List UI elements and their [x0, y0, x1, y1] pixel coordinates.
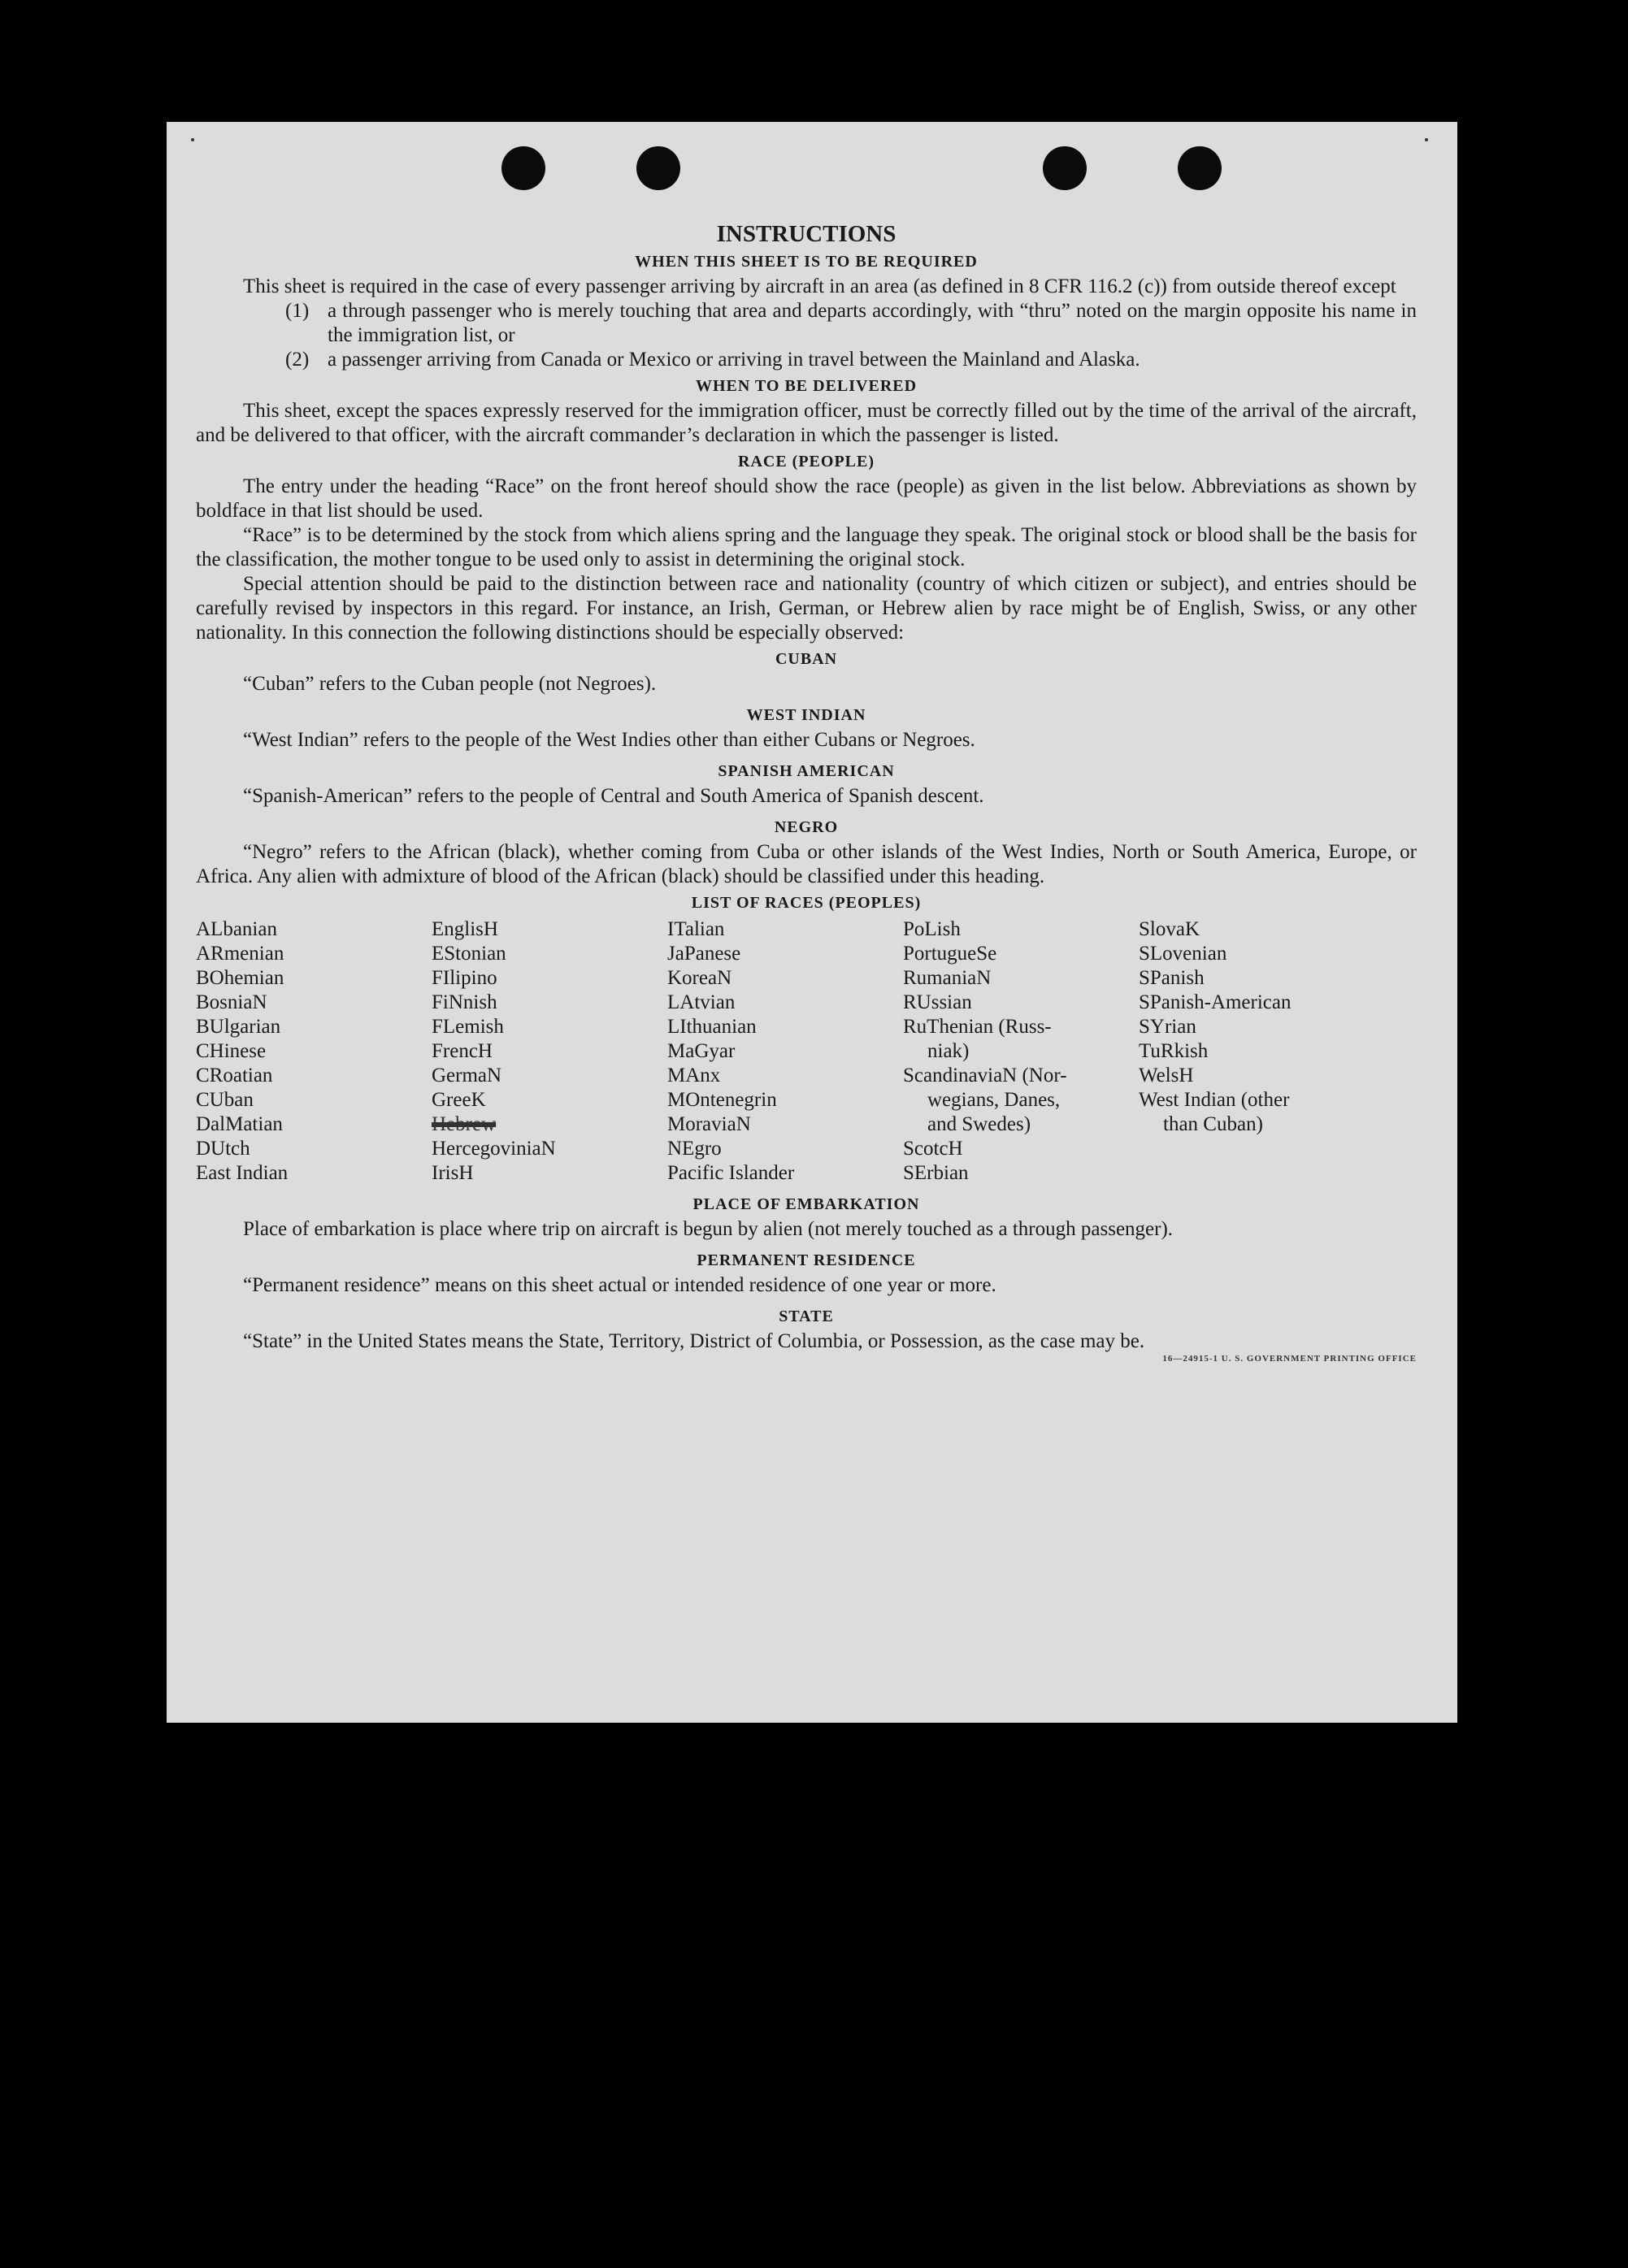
speck: [191, 138, 194, 141]
races-list: [196, 917, 1417, 1186]
race-entry: WelsH: [1139, 1065, 1194, 1086]
race-entry: CUban: [196, 1089, 254, 1111]
race-entry: East Indian: [196, 1162, 289, 1184]
embarkation-text: Place of embarkation is place where trip on aircraft is begun by alien (not merely touched as a through passenger).: [243, 1218, 1174, 1240]
race-entry: ALbanian: [196, 918, 277, 940]
race-entry: SPanish-American: [1139, 991, 1292, 1013]
speck: [1425, 138, 1428, 141]
race-entry-continued: wegians, Danes,: [927, 1089, 1061, 1111]
cuban-text: “Cuban” refers to the Cuban people (not Negroes).: [243, 673, 657, 695]
negro-text: “Negro” refers to the African (black), whether coming from Cuba or other islands of the West Indies, North or South America, Europe, or Africa. Any alien with admixture of blood of the African (black) should be classified under this heading.: [196, 841, 1417, 887]
race-entry: JaPanese: [667, 943, 741, 965]
race-entry: EnglisH: [432, 918, 498, 940]
races-column: [903, 917, 1139, 1186]
section-heading-residence: PERMANENT RESIDENCE: [697, 1251, 916, 1269]
race-paragraph-2: “Race” is to be determined by the stock from which aliens spring and the language they speak. The original stock or blood shall be the basis for the classification, the mother tongue to be used only to assist in determining the original stock.: [196, 524, 1417, 570]
race-entry: SYrian: [1139, 1016, 1196, 1038]
spanish-american-text: “Spanish-American” refers to the people of Central and South America of Spanish descent.: [243, 785, 984, 807]
race-entry: FiNnish: [432, 991, 497, 1013]
punch-hole: [1178, 146, 1222, 190]
race-entry: GreeK: [432, 1089, 486, 1111]
race-entry: West Indian (other: [1139, 1089, 1290, 1111]
race-entry: HercegoviniaN: [432, 1138, 556, 1160]
race-entry: Pacific Islander: [667, 1162, 795, 1184]
form-sheet: [167, 122, 1457, 1723]
state-text: “State” in the United States means the State, Territory, District of Columbia, or Possession, as the case may be.: [243, 1330, 1145, 1352]
race-entry: PoLish: [903, 918, 961, 940]
race-entry: BUlgarian: [196, 1016, 281, 1038]
race-entry: DalMatian: [196, 1113, 283, 1135]
race-entry: FIlipino: [432, 967, 497, 989]
race-entry: MoraviaN: [667, 1113, 751, 1135]
delivered-text: This sheet, except the spaces expressly reserved for the immigration officer, must be correctly filled out by the time of the arrival of the aircraft, and be delivered to that officer, with the aircraft commander’s declaration in which the passenger is listed.: [196, 400, 1417, 446]
race-entry: FLemish: [432, 1016, 504, 1038]
race-entry: PortugueSe: [903, 943, 997, 965]
race-entry: MaGyar: [667, 1040, 736, 1062]
section-heading-required: WHEN THIS SHEET IS TO BE REQUIRED: [635, 253, 978, 271]
race-entry: CRoatian: [196, 1065, 273, 1086]
exception-item-2: [196, 348, 1417, 372]
race-entry: RuThenian (Russ-: [903, 1016, 1052, 1038]
section-heading-delivered: WHEN TO BE DELIVERED: [695, 377, 918, 395]
race-entry: CHinese: [196, 1040, 267, 1062]
required-intro: This sheet is required in the case of every passenger arriving by aircraft in an area (as defined in 8 CFR 116.2 (c)) from outside thereof except: [243, 275, 1396, 297]
race-entry: ScotcH: [903, 1138, 963, 1160]
page-title: INSTRUCTIONS: [716, 221, 896, 247]
section-heading-west-indian: WEST INDIAN: [746, 706, 866, 724]
punch-hole: [501, 146, 545, 190]
races-column: [432, 917, 667, 1186]
race-entry: SPanish: [1139, 967, 1205, 989]
race-entry: LIthuanian: [667, 1016, 757, 1038]
section-heading-cuban: CUBAN: [775, 650, 838, 668]
race-entry: RumaniaN: [903, 967, 992, 989]
race-entry: SLovenian: [1139, 943, 1227, 965]
section-heading-list-of-races: LIST OF RACES (PEOPLES): [691, 894, 922, 912]
race-entry-struck: Hebrew: [432, 1113, 497, 1135]
item-text: a passenger arriving from Canada or Mexico or arriving in travel between the Mainland and Alaska.: [328, 349, 1140, 371]
punch-hole: [636, 146, 680, 190]
race-entry: LAtvian: [667, 991, 736, 1013]
race-entry: SlovaK: [1139, 918, 1200, 940]
races-column: [667, 917, 903, 1186]
race-entry: MAnx: [667, 1065, 721, 1086]
race-entry: KoreaN: [667, 967, 732, 989]
race-entry-continued: than Cuban): [1163, 1113, 1263, 1135]
race-entry: FrencH: [432, 1040, 493, 1062]
races-column: [196, 917, 432, 1186]
item-number: (2): [285, 349, 310, 371]
race-entry: ScandinaviaN (Nor-: [903, 1065, 1067, 1086]
section-heading-race: RACE (PEOPLE): [738, 453, 875, 471]
footer-line: [196, 1354, 1417, 1368]
race-entry: MOntenegrin: [667, 1089, 777, 1111]
race-paragraph-1: The entry under the heading “Race” on the front hereof should show the race (people) as given in the list below. Abbreviations as shown by boldface in that list should be used.: [196, 475, 1417, 522]
residence-text: “Permanent residence” means on this sheet actual or intended residence of one year or more.: [243, 1274, 996, 1296]
race-entry: TuRkish: [1139, 1040, 1209, 1062]
race-entry: ITalian: [667, 918, 725, 940]
race-entry: NEgro: [667, 1138, 722, 1160]
section-heading-negro: NEGRO: [774, 818, 839, 836]
punch-hole: [1043, 146, 1087, 190]
race-entry-continued: niak): [927, 1040, 970, 1062]
item-text: a through passenger who is merely touching that area and departs accordingly, with “thru” noted on the margin opposite his name in the immigration list, or: [328, 300, 1417, 346]
race-entry-continued: and Swedes): [927, 1113, 1031, 1135]
printing-office-code: 16—24915-1 U. S. GOVERNMENT PRINTING OFFICE: [1162, 1354, 1417, 1364]
section-heading-spanish-american: SPANISH AMERICAN: [718, 762, 895, 780]
item-number: (1): [285, 300, 310, 322]
west-indian-text: “West Indian” refers to the people of the West Indies other than either Cubans or Negroes.: [243, 729, 975, 751]
section-heading-state: STATE: [779, 1307, 834, 1325]
section-heading-embarkation: PLACE OF EMBARKATION: [692, 1195, 920, 1213]
race-entry: RUssian: [903, 991, 972, 1013]
race-entry: SErbian: [903, 1162, 969, 1184]
races-column: [1139, 917, 1374, 1186]
race-entry: BOhemian: [196, 967, 284, 989]
exception-item-1: [196, 299, 1417, 348]
race-entry: BosniaN: [196, 991, 267, 1013]
race-entry: EStonian: [432, 943, 506, 965]
race-entry: DUtch: [196, 1138, 250, 1160]
race-paragraph-3: Special attention should be paid to the distinction between race and nationality (country of which citizen or subject), and entries should be carefully revised by inspectors in this regard. For instance, an Irish, German, or Hebrew alien by race might be of English, Swiss, or any other nationality. In this connection the following distinctions should be especially observed:: [196, 573, 1417, 644]
race-entry: ARmenian: [196, 943, 284, 965]
race-entry: IrisH: [432, 1162, 474, 1184]
race-entry: GermaN: [432, 1065, 502, 1086]
